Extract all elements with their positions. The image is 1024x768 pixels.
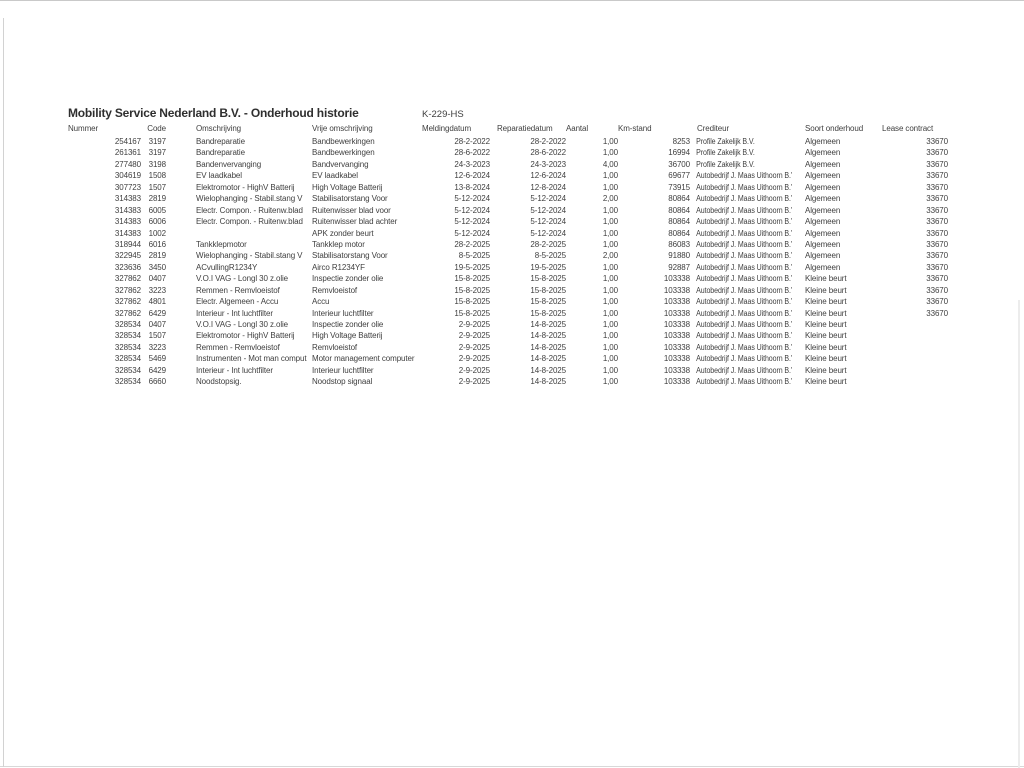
cell-km-stand: 91880 (668, 251, 690, 261)
cell-vrije-omschrijving: Accu (312, 297, 330, 307)
cell-code: 5469 (148, 354, 166, 364)
cell-km-stand: 92887 (668, 262, 690, 272)
table-row (68, 147, 948, 158)
cell-lease-contract: 33670 (926, 262, 948, 272)
cell-lease-contract: 33670 (926, 308, 948, 318)
cell-lease-contract (880, 342, 948, 353)
column-header-code: Code (147, 124, 166, 133)
cell-omschrijving: Tankklepmotor (196, 239, 247, 249)
cell-reparatiedatum: 14-8-2025 (530, 342, 566, 352)
cell-km-stand: 80864 (668, 194, 690, 204)
cell-lease-contract: 33670 (926, 285, 948, 295)
cell-meldingdatum: 28-6-2022 (454, 148, 490, 158)
cell-reparatiedatum: 5-12-2024 (530, 228, 566, 238)
cell-code: 2819 (148, 251, 166, 261)
cell-reparatiedatum: 5-12-2024 (530, 194, 566, 204)
table-row (68, 250, 948, 261)
cell-crediteur: Autobedrijf J. Maas Uithoorn B.' (696, 274, 793, 284)
cell-aantal: 1,00 (602, 274, 618, 284)
cell-nummer: 304619 (114, 171, 141, 181)
table-row (68, 365, 948, 376)
cell-omschrijving: Elektromotor - HighV Batterij (196, 182, 295, 192)
cell-code: 6660 (148, 377, 166, 387)
cell-omschrijving: Bandreparatie (196, 137, 245, 146)
table-row (68, 296, 948, 307)
cell-soort-onderhoud: Algemeen (805, 217, 841, 227)
cell-lease-contract: 33670 (926, 274, 948, 284)
table-row (68, 262, 948, 273)
cell-nummer: 327862 (114, 274, 141, 284)
cell-meldingdatum: 19-5-2025 (454, 262, 490, 272)
cell-km-stand: 103338 (663, 342, 690, 352)
cell-code: 3197 (148, 148, 166, 158)
cell-soort-onderhoud: Algemeen (805, 182, 841, 192)
column-header-reparatiedatum: Reparatiedatum (497, 124, 553, 133)
table-row (68, 353, 948, 364)
cell-vrije-omschrijving: Interieur luchtfilter (312, 365, 374, 375)
cell-nummer: 328534 (114, 354, 141, 364)
table-row (68, 285, 948, 296)
column-header-aantal: Aantal (566, 124, 589, 133)
table-row (68, 376, 948, 387)
cell-crediteur: Autobedrijf J. Maas Uithoorn B.' (696, 251, 793, 261)
cell-aantal: 1,00 (602, 148, 618, 158)
cell-soort-onderhoud: Algemeen (805, 205, 841, 215)
cell-soort-onderhoud: Kleine beurt (805, 274, 847, 284)
cell-omschrijving: Remmen - Remvloeistof (196, 285, 280, 295)
cell-code: 6429 (148, 308, 166, 318)
column-header-omschrijving: Omschrijving (196, 124, 242, 133)
cell-lease-contract: 33670 (926, 228, 948, 238)
table-row (68, 319, 948, 330)
cell-reparatiedatum: 14-8-2025 (530, 320, 566, 329)
cell-reparatiedatum: 14-8-2025 (530, 331, 566, 341)
cell-code: 2819 (148, 194, 166, 204)
cell-vrije-omschrijving: APK zonder beurt (312, 228, 374, 238)
cell-aantal: 1,00 (602, 342, 618, 352)
cell-lease-contract (880, 365, 948, 376)
cell-km-stand: 103338 (663, 297, 690, 307)
cell-lease-contract: 33670 (926, 148, 948, 158)
cell-lease-contract: 33670 (926, 205, 948, 215)
cell-vrije-omschrijving: Tankklep motor (312, 239, 365, 249)
cell-crediteur: Autobedrijf J. Maas Uithoorn B.' (696, 182, 793, 192)
cell-aantal: 1,00 (602, 171, 618, 181)
cell-km-stand: 80864 (668, 228, 690, 238)
cell-reparatiedatum: 14-8-2025 (530, 365, 566, 375)
cell-aantal: 1,00 (602, 377, 618, 387)
cell-nummer: 328534 (114, 377, 141, 387)
dossier-reference: K-229-HS (422, 109, 464, 120)
cell-aantal: 1,00 (602, 262, 618, 272)
table-row (68, 342, 948, 353)
column-header-meldingdatum: Meldingdatum (422, 124, 472, 133)
cell-km-stand: 86083 (668, 239, 690, 249)
cell-omschrijving: Electr. Compon. - Ruitenw.blad (196, 217, 303, 227)
cell-reparatiedatum: 28-6-2022 (530, 148, 566, 158)
table-body (68, 136, 948, 388)
column-header-nummer: Nummer (68, 124, 99, 133)
cell-lease-contract (880, 376, 948, 387)
cell-vrije-omschrijving: Bandvervanging (312, 159, 369, 169)
cell-vrije-omschrijving: Remvloeistof (312, 342, 358, 352)
cell-km-stand: 16994 (668, 148, 690, 158)
cell-vrije-omschrijving: Inspectie zonder olie (312, 274, 384, 284)
cell-crediteur: Autobedrijf J. Maas Uithoorn B.' (696, 285, 793, 295)
table-row (68, 330, 948, 341)
cell-nummer: 327862 (114, 285, 141, 295)
cell-meldingdatum: 5-12-2024 (454, 217, 490, 227)
cell-omschrijving: Electr. Algemeen - Accu (196, 297, 279, 307)
cell-omschrijving: Interieur - Int luchtfilter (196, 308, 273, 318)
cell-lease-contract (880, 353, 948, 364)
cell-vrije-omschrijving: Stabilisatorstang Voor (312, 194, 388, 204)
cell-soort-onderhoud: Kleine beurt (805, 285, 847, 295)
cell-code: 6016 (148, 239, 166, 249)
cell-aantal: 1,00 (602, 205, 618, 215)
cell-crediteur: Autobedrijf J. Maas Uithoorn B.' (696, 262, 793, 272)
cell-meldingdatum: 28-2-2025 (454, 239, 490, 249)
cell-crediteur: Autobedrijf J. Maas Uithoorn B.' (696, 377, 793, 387)
table-row (68, 216, 948, 227)
cell-lease-contract: 33670 (926, 239, 948, 249)
table-row (68, 239, 948, 250)
cell-meldingdatum: 15-8-2025 (454, 297, 490, 307)
cell-lease-contract: 33670 (926, 297, 948, 307)
cell-nummer: 277480 (114, 159, 141, 169)
table-row (68, 170, 948, 181)
cell-aantal: 1,00 (602, 365, 618, 375)
cell-reparatiedatum: 12-6-2024 (530, 171, 566, 181)
cell-nummer: 328534 (114, 365, 141, 375)
cell-aantal: 1,00 (602, 228, 618, 238)
cell-meldingdatum: 5-12-2024 (454, 228, 490, 238)
column-header-crediteur: Crediteur (697, 124, 730, 133)
cell-crediteur: Profile Zakelijk B.V. (696, 159, 755, 169)
cell-lease-contract: 33670 (926, 217, 948, 227)
cell-crediteur: Profile Zakelijk B.V. (696, 137, 755, 146)
column-header-vrije-omschrijving: Vrije omschrijving (312, 124, 373, 133)
cell-meldingdatum: 15-8-2025 (454, 285, 490, 295)
cell-aantal: 1,00 (602, 239, 618, 249)
cell-omschrijving: Wielophanging - Stabil.stang V (196, 251, 303, 261)
cell-omschrijving: EV laadkabel (196, 171, 242, 181)
cell-soort-onderhoud: Algemeen (805, 137, 841, 146)
cell-aantal: 1,00 (602, 182, 618, 192)
cell-omschrijving: V.O.I VAG - Longl 30 z.olie (196, 320, 289, 329)
cell-nummer: 314383 (114, 217, 141, 227)
cell-reparatiedatum: 5-12-2024 (530, 205, 566, 215)
cell-soort-onderhoud: Algemeen (805, 194, 841, 204)
cell-aantal: 1,00 (602, 137, 618, 146)
cell-code: 1507 (148, 182, 166, 192)
cell-lease-contract: 33670 (926, 137, 948, 146)
cell-code: 3197 (148, 137, 166, 146)
cell-aantal: 2,00 (602, 194, 618, 204)
cell-nummer: 323636 (114, 262, 141, 272)
cell-reparatiedatum: 14-8-2025 (530, 354, 566, 364)
cell-soort-onderhoud: Algemeen (805, 228, 841, 238)
cell-crediteur: Autobedrijf J. Maas Uithoorn B.' (696, 297, 793, 307)
cell-crediteur: Autobedrijf J. Maas Uithoorn B.' (696, 320, 793, 329)
cell-nummer: 261361 (114, 148, 141, 158)
cell-aantal: 1,00 (602, 297, 618, 307)
cell-lease-contract: 33670 (926, 194, 948, 204)
cell-code: 1508 (148, 171, 166, 181)
cell-reparatiedatum: 8-5-2025 (534, 251, 566, 261)
cell-code: 0407 (148, 274, 166, 284)
cell-km-stand: 80864 (668, 205, 690, 215)
cell-code: 3450 (148, 262, 166, 272)
cell-meldingdatum: 2-9-2025 (458, 342, 490, 352)
cell-lease-contract (880, 330, 948, 341)
cell-meldingdatum: 2-9-2025 (458, 331, 490, 341)
table-row (68, 273, 948, 284)
cell-code: 0407 (148, 320, 166, 329)
table-row (68, 159, 948, 170)
cell-nummer: 314383 (114, 194, 141, 204)
cell-aantal: 1,00 (602, 354, 618, 364)
scan-edge-left (3, 18, 4, 767)
cell-meldingdatum: 13-8-2024 (454, 182, 490, 192)
cell-reparatiedatum: 14-8-2025 (530, 377, 566, 387)
column-header-km-stand: Km-stand (618, 124, 652, 133)
cell-omschrijving: Interieur - Int luchtfilter (196, 365, 273, 375)
cell-meldingdatum: 12-6-2024 (454, 171, 490, 181)
cell-nummer: 314383 (114, 205, 141, 215)
cell-meldingdatum: 8-5-2025 (458, 251, 490, 261)
cell-nummer: 328534 (114, 342, 141, 352)
cell-meldingdatum: 24-3-2023 (454, 159, 490, 169)
cell-vrije-omschrijving: Motor management computer (312, 354, 415, 364)
cell-km-stand: 73915 (668, 182, 690, 192)
table-row (68, 205, 948, 216)
scan-edge-top (0, 0, 1024, 1)
cell-vrije-omschrijving: Bandbewerkingen (312, 148, 375, 158)
cell-meldingdatum: 28-2-2022 (454, 137, 490, 146)
cell-meldingdatum: 15-8-2025 (454, 308, 490, 318)
cell-code: 4801 (148, 297, 166, 307)
cell-aantal: 1,00 (602, 217, 618, 227)
cell-omschrijving (166, 228, 312, 239)
cell-crediteur: Autobedrijf J. Maas Uithoorn B.' (696, 239, 793, 249)
cell-vrije-omschrijving: Stabilisatorstang Voor (312, 251, 388, 261)
cell-soort-onderhoud: Algemeen (805, 171, 841, 181)
cell-aantal: 1,00 (602, 320, 618, 329)
cell-reparatiedatum: 28-2-2022 (530, 137, 566, 146)
cell-meldingdatum: 2-9-2025 (458, 377, 490, 387)
table-row (68, 182, 948, 193)
cell-code: 1002 (148, 228, 166, 238)
cell-vrije-omschrijving: Noodstop signaal (312, 377, 373, 387)
cell-km-stand: 69677 (668, 171, 690, 181)
cell-nummer: 314383 (114, 228, 141, 238)
cell-nummer: 254167 (114, 137, 141, 146)
cell-aantal: 4,00 (602, 159, 618, 169)
cell-code: 6005 (148, 205, 166, 215)
cell-soort-onderhoud: Kleine beurt (805, 331, 847, 341)
cell-km-stand: 103338 (663, 377, 690, 387)
cell-meldingdatum: 5-12-2024 (454, 194, 490, 204)
table-row (68, 136, 948, 147)
cell-code: 3198 (148, 159, 166, 169)
cell-crediteur: Autobedrijf J. Maas Uithoorn B.' (696, 217, 793, 227)
cell-crediteur: Profile Zakelijk B.V. (696, 148, 755, 158)
cell-crediteur: Autobedrijf J. Maas Uithoorn B.' (696, 365, 793, 375)
cell-code: 6429 (148, 365, 166, 375)
cell-vrije-omschrijving: Airco R1234YF (312, 262, 365, 272)
cell-reparatiedatum: 28-2-2025 (530, 239, 566, 249)
cell-omschrijving: Bandenvervanging (196, 159, 262, 169)
cell-soort-onderhoud: Kleine beurt (805, 342, 847, 352)
cell-meldingdatum: 2-9-2025 (458, 365, 490, 375)
cell-meldingdatum: 2-9-2025 (458, 320, 490, 329)
table-row (68, 228, 948, 239)
cell-crediteur: Autobedrijf J. Maas Uithoorn B.' (696, 331, 793, 341)
cell-nummer: 327862 (114, 297, 141, 307)
cell-omschrijving: Wielophanging - Stabil.stang V (196, 194, 303, 204)
cell-vrije-omschrijving: Interieur luchtfilter (312, 308, 374, 318)
cell-vrije-omschrijving: Bandbewerkingen (312, 137, 375, 146)
cell-soort-onderhoud: Kleine beurt (805, 297, 847, 307)
cell-km-stand: 103338 (663, 331, 690, 341)
cell-reparatiedatum: 5-12-2024 (530, 217, 566, 227)
cell-crediteur: Autobedrijf J. Maas Uithoorn B.' (696, 354, 793, 364)
cell-crediteur: Autobedrijf J. Maas Uithoorn B.' (696, 228, 793, 238)
cell-km-stand: 36700 (668, 159, 690, 169)
cell-vrije-omschrijving: Inspectie zonder olie (312, 320, 384, 329)
cell-km-stand: 103338 (663, 354, 690, 364)
cell-crediteur: Autobedrijf J. Maas Uithoorn B.' (696, 308, 793, 318)
cell-km-stand: 103338 (663, 320, 690, 329)
cell-aantal: 1,00 (602, 285, 618, 295)
column-header-soort-onderhoud: Soort onderhoud (805, 124, 864, 133)
cell-crediteur: Autobedrijf J. Maas Uithoorn B.' (696, 205, 793, 215)
cell-meldingdatum: 15-8-2025 (454, 274, 490, 284)
table-header (68, 123, 948, 134)
scan-edge-right (1018, 300, 1020, 768)
cell-aantal: 1,00 (602, 308, 618, 318)
cell-vrije-omschrijving: Ruitenwisser blad voor (312, 205, 391, 215)
cell-km-stand: 103338 (663, 274, 690, 284)
cell-omschrijving: V.O.I VAG - Longl 30 z.olie (196, 274, 289, 284)
cell-soort-onderhoud: Kleine beurt (805, 308, 847, 318)
cell-omschrijving: Remmen - Remvloeistof (196, 342, 280, 352)
cell-vrije-omschrijving: EV laadkabel (312, 171, 358, 181)
cell-crediteur: Autobedrijf J. Maas Uithoorn B.' (696, 194, 793, 204)
column-header-lease-contract: Lease contract (882, 124, 934, 133)
cell-nummer: 307723 (114, 182, 141, 192)
cell-code: 1507 (148, 331, 166, 341)
cell-km-stand: 8253 (672, 137, 690, 146)
cell-soort-onderhoud: Kleine beurt (805, 320, 847, 329)
cell-aantal: 1,00 (602, 331, 618, 341)
cell-soort-onderhoud: Kleine beurt (805, 377, 847, 387)
cell-soort-onderhoud: Algemeen (805, 239, 841, 249)
cell-soort-onderhoud: Algemeen (805, 262, 841, 272)
cell-lease-contract: 33670 (926, 159, 948, 169)
cell-nummer: 327862 (114, 308, 141, 318)
cell-crediteur: Autobedrijf J. Maas Uithoorn B.' (696, 342, 793, 352)
cell-crediteur: Autobedrijf J. Maas Uithoorn B.' (696, 171, 793, 181)
cell-reparatiedatum: 15-8-2025 (530, 274, 566, 284)
cell-nummer: 318944 (114, 239, 141, 249)
cell-lease-contract: 33670 (926, 251, 948, 261)
cell-reparatiedatum: 19-5-2025 (530, 262, 566, 272)
cell-vrije-omschrijving: High Voltage Batterij (312, 331, 383, 341)
cell-reparatiedatum: 15-8-2025 (530, 285, 566, 295)
cell-nummer: 328534 (114, 320, 141, 329)
cell-lease-contract: 33670 (926, 182, 948, 192)
cell-lease-contract: 33670 (926, 171, 948, 181)
cell-reparatiedatum: 15-8-2025 (530, 297, 566, 307)
cell-meldingdatum: 5-12-2024 (454, 205, 490, 215)
cell-km-stand: 103338 (663, 285, 690, 295)
cell-vrije-omschrijving: High Voltage Batterij (312, 182, 383, 192)
cell-vrije-omschrijving: Ruitenwisser blad achter (312, 217, 398, 227)
cell-reparatiedatum: 15-8-2025 (530, 308, 566, 318)
cell-meldingdatum: 2-9-2025 (458, 354, 490, 364)
table-row (68, 193, 948, 204)
cell-km-stand: 103338 (663, 308, 690, 318)
cell-soort-onderhoud: Algemeen (805, 251, 841, 261)
cell-soort-onderhoud: Algemeen (805, 148, 841, 158)
scan-edge-bottom (0, 766, 1024, 767)
cell-aantal: 2,00 (602, 251, 618, 261)
cell-omschrijving: Bandreparatie (196, 148, 245, 158)
table-row (68, 308, 948, 319)
cell-km-stand: 103338 (663, 365, 690, 375)
cell-omschrijving: Noodstopsig. (196, 377, 242, 387)
cell-soort-onderhoud: Algemeen (805, 159, 841, 169)
cell-code: 3223 (148, 285, 166, 295)
cell-soort-onderhoud: Kleine beurt (805, 365, 847, 375)
cell-km-stand: 80864 (668, 217, 690, 227)
cell-soort-onderhoud: Kleine beurt (805, 354, 847, 364)
cell-nummer: 328534 (114, 331, 141, 341)
cell-code: 3223 (148, 342, 166, 352)
cell-omschrijving: ACvullingR1234Y (196, 262, 258, 272)
cell-nummer: 322945 (114, 251, 141, 261)
cell-code: 6006 (148, 217, 166, 227)
cell-reparatiedatum: 24-3-2023 (530, 159, 566, 169)
cell-lease-contract (880, 319, 948, 330)
cell-vrije-omschrijving: Remvloeistof (312, 285, 358, 295)
cell-omschrijving: Instrumenten - Mot man comput (196, 354, 307, 364)
cell-omschrijving: Elektromotor - HighV Batterij (196, 331, 295, 341)
cell-omschrijving: Electr. Compon. - Ruitenw.blad (196, 205, 303, 215)
cell-reparatiedatum: 12-8-2024 (530, 182, 566, 192)
page-title: Mobility Service Nederland B.V. - Onderhoud historie (68, 106, 359, 120)
